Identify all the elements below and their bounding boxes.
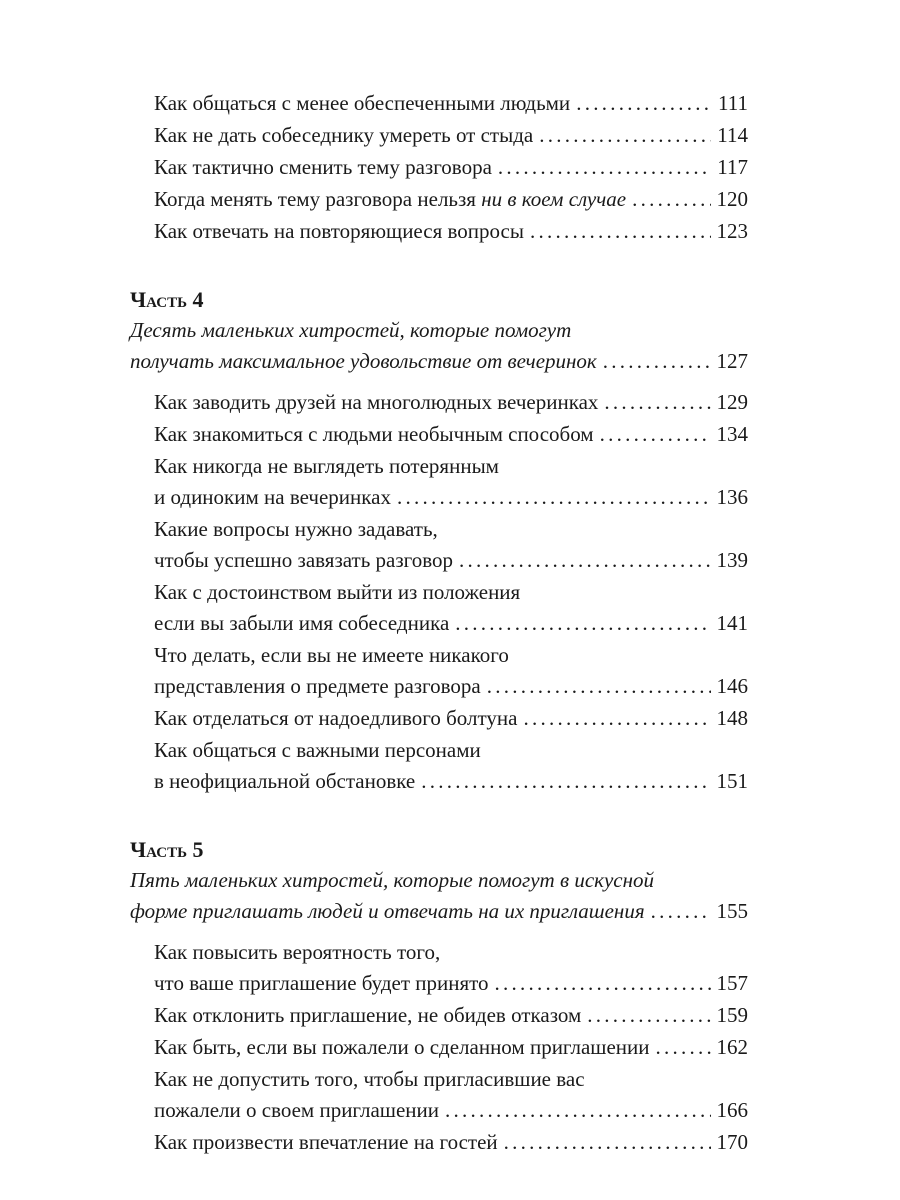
part-description bbox=[130, 315, 748, 377]
part-description-line: Десять маленьких хитростей, которые помогут bbox=[130, 318, 572, 342]
part-description-line: получать максимальное удовольствие от вечеринок bbox=[130, 349, 597, 373]
leader-dots bbox=[495, 968, 711, 999]
entry-title: Как заводить друзей на многолюдных вечеринках bbox=[154, 390, 599, 414]
page-number: 157 bbox=[716, 971, 748, 995]
leader-dots bbox=[600, 419, 711, 450]
part-description bbox=[130, 865, 748, 927]
entry-title-line: Как никогда не выглядеть потерянным bbox=[154, 454, 499, 478]
leader-dots bbox=[576, 88, 712, 119]
part-description-line: Пять маленьких хитростей, которые помогут в искусной bbox=[130, 868, 655, 892]
page-number: 141 bbox=[716, 611, 748, 635]
leader-dots bbox=[603, 346, 711, 377]
entry-title: Как тактично сменить тему разговора bbox=[154, 155, 492, 179]
toc-entry bbox=[154, 1127, 748, 1158]
entry-title-line: Как с достоинством выйти из положения bbox=[154, 580, 521, 604]
toc-section-continued bbox=[130, 88, 748, 247]
leader-dots bbox=[459, 545, 710, 576]
entry-title: Как отклонить приглашение, не обидев отказом bbox=[154, 1003, 582, 1027]
entry-title: Как общаться с менее обеспеченными людьми bbox=[154, 91, 571, 115]
leader-dots bbox=[504, 1127, 711, 1158]
entry-title: Как знакомиться с людьми необычным способом bbox=[154, 422, 594, 446]
part-heading: Часть 4 bbox=[130, 287, 204, 312]
leader-dots bbox=[455, 608, 710, 639]
toc-entry bbox=[154, 451, 748, 513]
entry-title: Как отвечать на повторяющиеся вопросы bbox=[154, 219, 524, 243]
entry-title-line: Что делать, если вы не имеете никакого bbox=[154, 643, 509, 667]
page-number: 114 bbox=[717, 123, 748, 147]
toc-entry bbox=[154, 514, 748, 576]
toc-entry bbox=[154, 387, 748, 418]
leader-dots bbox=[651, 896, 711, 927]
page-number: 159 bbox=[716, 1003, 748, 1027]
toc-content bbox=[130, 88, 748, 1159]
page-number: 148 bbox=[716, 706, 748, 730]
entry-title-italic: ни в коем случае bbox=[481, 187, 627, 211]
page-number: 127 bbox=[716, 349, 748, 373]
toc-entry bbox=[154, 152, 748, 183]
page-number: 129 bbox=[716, 390, 748, 414]
leader-dots bbox=[487, 671, 711, 702]
toc-entry bbox=[154, 419, 748, 450]
leader-dots bbox=[523, 703, 710, 734]
toc-part-5 bbox=[130, 835, 748, 1158]
entry-title-line: Как общаться с важными персонами bbox=[154, 738, 481, 762]
toc-entry bbox=[154, 184, 748, 215]
entry-title-line: если вы забыли имя собеседника bbox=[154, 611, 450, 635]
toc-entry bbox=[154, 577, 748, 639]
entry-title: Как быть, если вы пожалели о сделанном приглашении bbox=[154, 1035, 650, 1059]
toc-part-4 bbox=[130, 285, 748, 797]
toc-entry bbox=[154, 703, 748, 734]
toc-entry bbox=[154, 216, 748, 247]
entry-title-line: в неофициальной обстановке bbox=[154, 769, 416, 793]
part-description-line: форме приглашать людей и отвечать на их приглашения bbox=[130, 899, 645, 923]
entry-title-line: пожалели о своем приглашении bbox=[154, 1098, 439, 1122]
leader-dots bbox=[539, 120, 711, 151]
part-heading: Часть 5 bbox=[130, 837, 204, 862]
toc-entry bbox=[154, 1000, 748, 1031]
page-number: 120 bbox=[716, 187, 748, 211]
entry-title-line: что ваше приглашение будет принято bbox=[154, 971, 489, 995]
entry-title-main: Когда менять тему разговора нельзя bbox=[154, 187, 476, 211]
leader-dots bbox=[397, 482, 711, 513]
page-number: 117 bbox=[717, 155, 748, 179]
toc-entry bbox=[154, 1032, 748, 1063]
entry-title-line: представления о предмете разговора bbox=[154, 674, 481, 698]
page-number: 139 bbox=[716, 548, 748, 572]
entry-title-line: чтобы успешно завязать разговор bbox=[154, 548, 454, 572]
page-number: 151 bbox=[716, 769, 748, 793]
entry-title-line: Какие вопросы нужно задавать, bbox=[154, 517, 438, 541]
leader-dots bbox=[655, 1032, 710, 1063]
page-number: 155 bbox=[716, 899, 748, 923]
leader-dots bbox=[498, 152, 711, 183]
entry-title: Как произвести впечатление на гостей bbox=[154, 1130, 498, 1154]
entry-title: Как не дать собеседнику умереть от стыда bbox=[154, 123, 534, 147]
toc-entry bbox=[154, 640, 748, 702]
toc-entry bbox=[154, 120, 748, 151]
leader-dots bbox=[445, 1095, 711, 1126]
leader-dots bbox=[421, 766, 710, 797]
page-number: 162 bbox=[716, 1035, 748, 1059]
page-number: 166 bbox=[716, 1098, 748, 1122]
entry-title-line: и одиноким на вечеринках bbox=[154, 485, 391, 509]
toc-entry bbox=[154, 88, 748, 119]
leader-dots bbox=[530, 216, 711, 247]
page-number: 146 bbox=[716, 674, 748, 698]
toc-entry bbox=[154, 937, 748, 999]
page-number: 111 bbox=[718, 91, 748, 115]
page-number: 134 bbox=[716, 422, 748, 446]
toc-entry bbox=[154, 1064, 748, 1126]
leader-dots bbox=[632, 184, 710, 215]
page-number: 170 bbox=[716, 1130, 748, 1154]
entry-title-line: Как не допустить того, чтобы пригласившие вас bbox=[154, 1067, 585, 1091]
toc-entry bbox=[154, 735, 748, 797]
entry-title: Как отделаться от надоедливого болтуна bbox=[154, 706, 518, 730]
leader-dots bbox=[587, 1000, 710, 1031]
page-number: 123 bbox=[716, 219, 748, 243]
entry-title-line: Как повысить вероятность того, bbox=[154, 940, 441, 964]
page-number: 136 bbox=[716, 485, 748, 509]
entry-title bbox=[154, 184, 626, 215]
leader-dots bbox=[604, 387, 710, 418]
